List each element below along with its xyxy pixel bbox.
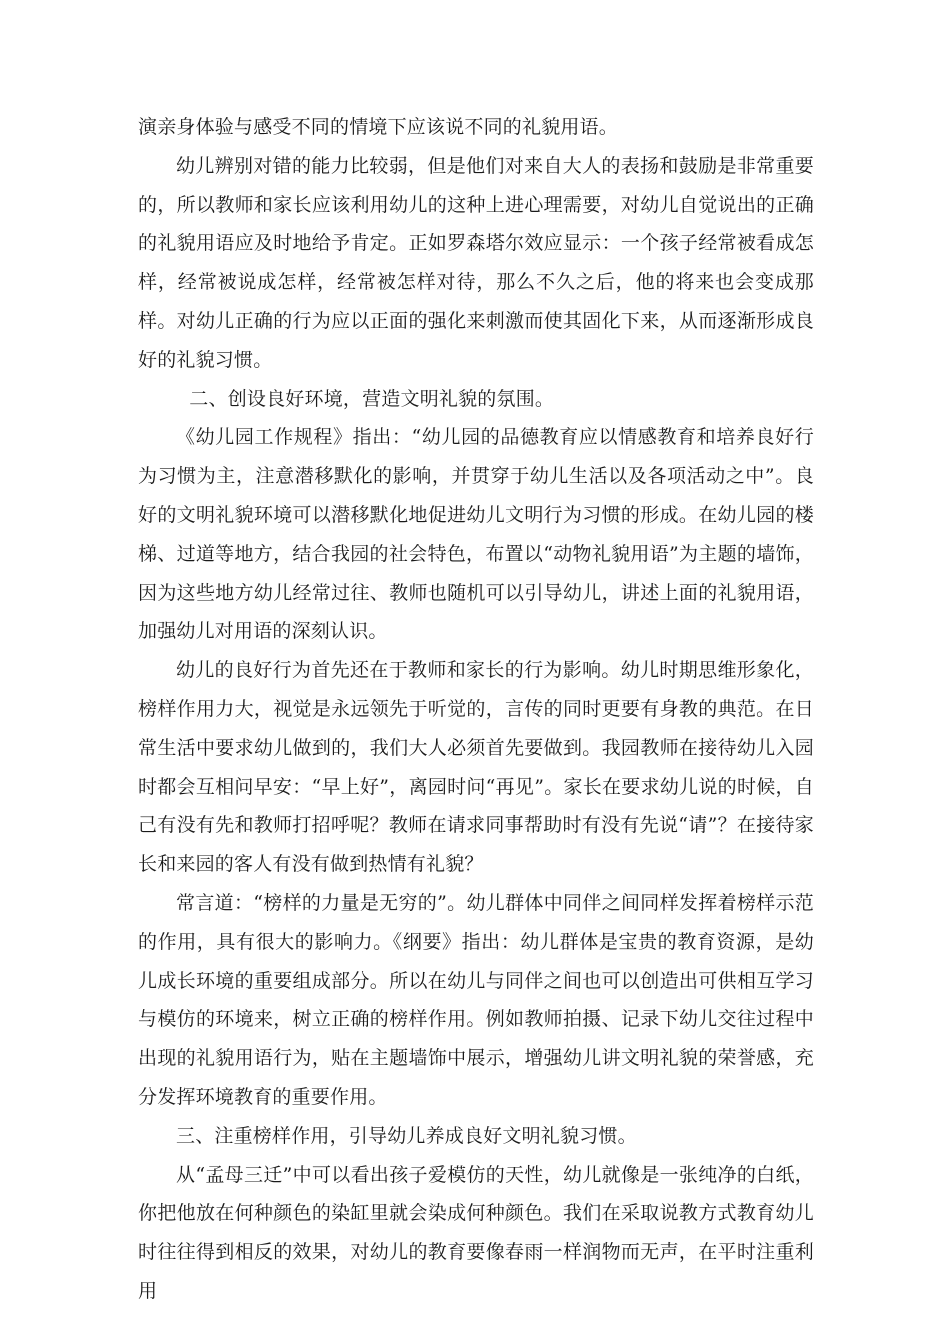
document-body — [138, 108, 814, 1311]
section-heading-role-model: 三、注重榜样作用，引导幼儿养成良好文明礼貌习惯。 — [176, 1124, 637, 1147]
paragraph-continuation: 演亲身体验与感受不同的情境下应该说不同的礼貌用语。 — [138, 116, 619, 138]
paragraph-work-regulations: 《幼儿园工作规程》指出：“幼儿园的品德教育应以情感教育和培养良好行为习惯为主，注意潜移默化的影响，并贯穿于幼儿生活以及各项活动之中”。良好的文明礼貌环境可以潜移默化地促进幼儿文明行为习惯的形成。在幼儿园的楼梯、过道等地方，结合我园的社会特色，布置以“动物礼貌用语”为主题的墙饰，因为这些地方幼儿经常过往、教师也随机可以引导幼儿，讲述上面的礼貌用语，加强幼儿对用语的深刻认识。 — [138, 426, 814, 643]
paragraph-peer-role-model: 常言道：“榜样的力量是无穷的”。幼儿群体中同伴之间同样发挥着榜样示范的作用，具有很大的影响力。《纲要》指出：幼儿群体是宝贵的教育资源，是幼儿成长环境的重要组成部分。所以在幼儿与同伴之间也可以创造出可供相互学习与模仿的环境来，树立正确的榜样作用。例如教师拍摄、记录下幼儿交往过程中出现的礼貌用语行为，贴在主题墙饰中展示，增强幼儿讲文明礼貌的荣誉感，充分发挥环境教育的重要作用。 — [138, 891, 814, 1108]
paragraph-imitation: 从“孟母三迁”中可以看出孩子爱模仿的天性，幼儿就像是一张纯净的白纸，你把他放在何种颜色的染缸里就会染成何种颜色。我们在采取说教方式教育幼儿时往往得到相反的效果，对幼儿的教育要像春雨一样润物而无声，在平时注重利用 — [138, 1163, 814, 1302]
paragraph-adult-role-model: 幼儿的良好行为首先还在于教师和家长的行为影响。幼儿时期思维形象化，榜样作用力大，视觉是永远领先于听觉的，言传的同时更要有身教的典范。在日常生活中要求幼儿做到的，我们大人必须首先要做到。我园教师在接待幼儿入园时都会互相问早安：“早上好”，离园时问“再见”。家长在要求幼儿说的时候，自己有没有先和教师打招呼呢？教师在请求同事帮助时有没有先说“请”？在接待家长和来园的客人有没有做到热情有礼貌？ — [138, 659, 814, 876]
section-heading-environment: 二、创设良好环境，营造文明礼貌的氛围。 — [189, 387, 555, 410]
paragraph-praise-encouragement: 幼儿辨别对错的能力比较弱，但是他们对来自大人的表扬和鼓励是非常重要的，所以教师和家长应该利用幼儿的这种上进心理需要，对幼儿自觉说出的正确的礼貌用语应及时地给予肯定。正如罗森塔尔效应显示：一个孩子经常被看成怎样，经常被说成怎样，经常被怎样对待，那么不久之后，他的将来也会变成那样。对幼儿正确的行为应以正面的强化来刺激而使其固化下来，从而逐渐形成良好的礼貌习惯。 — [138, 154, 814, 371]
